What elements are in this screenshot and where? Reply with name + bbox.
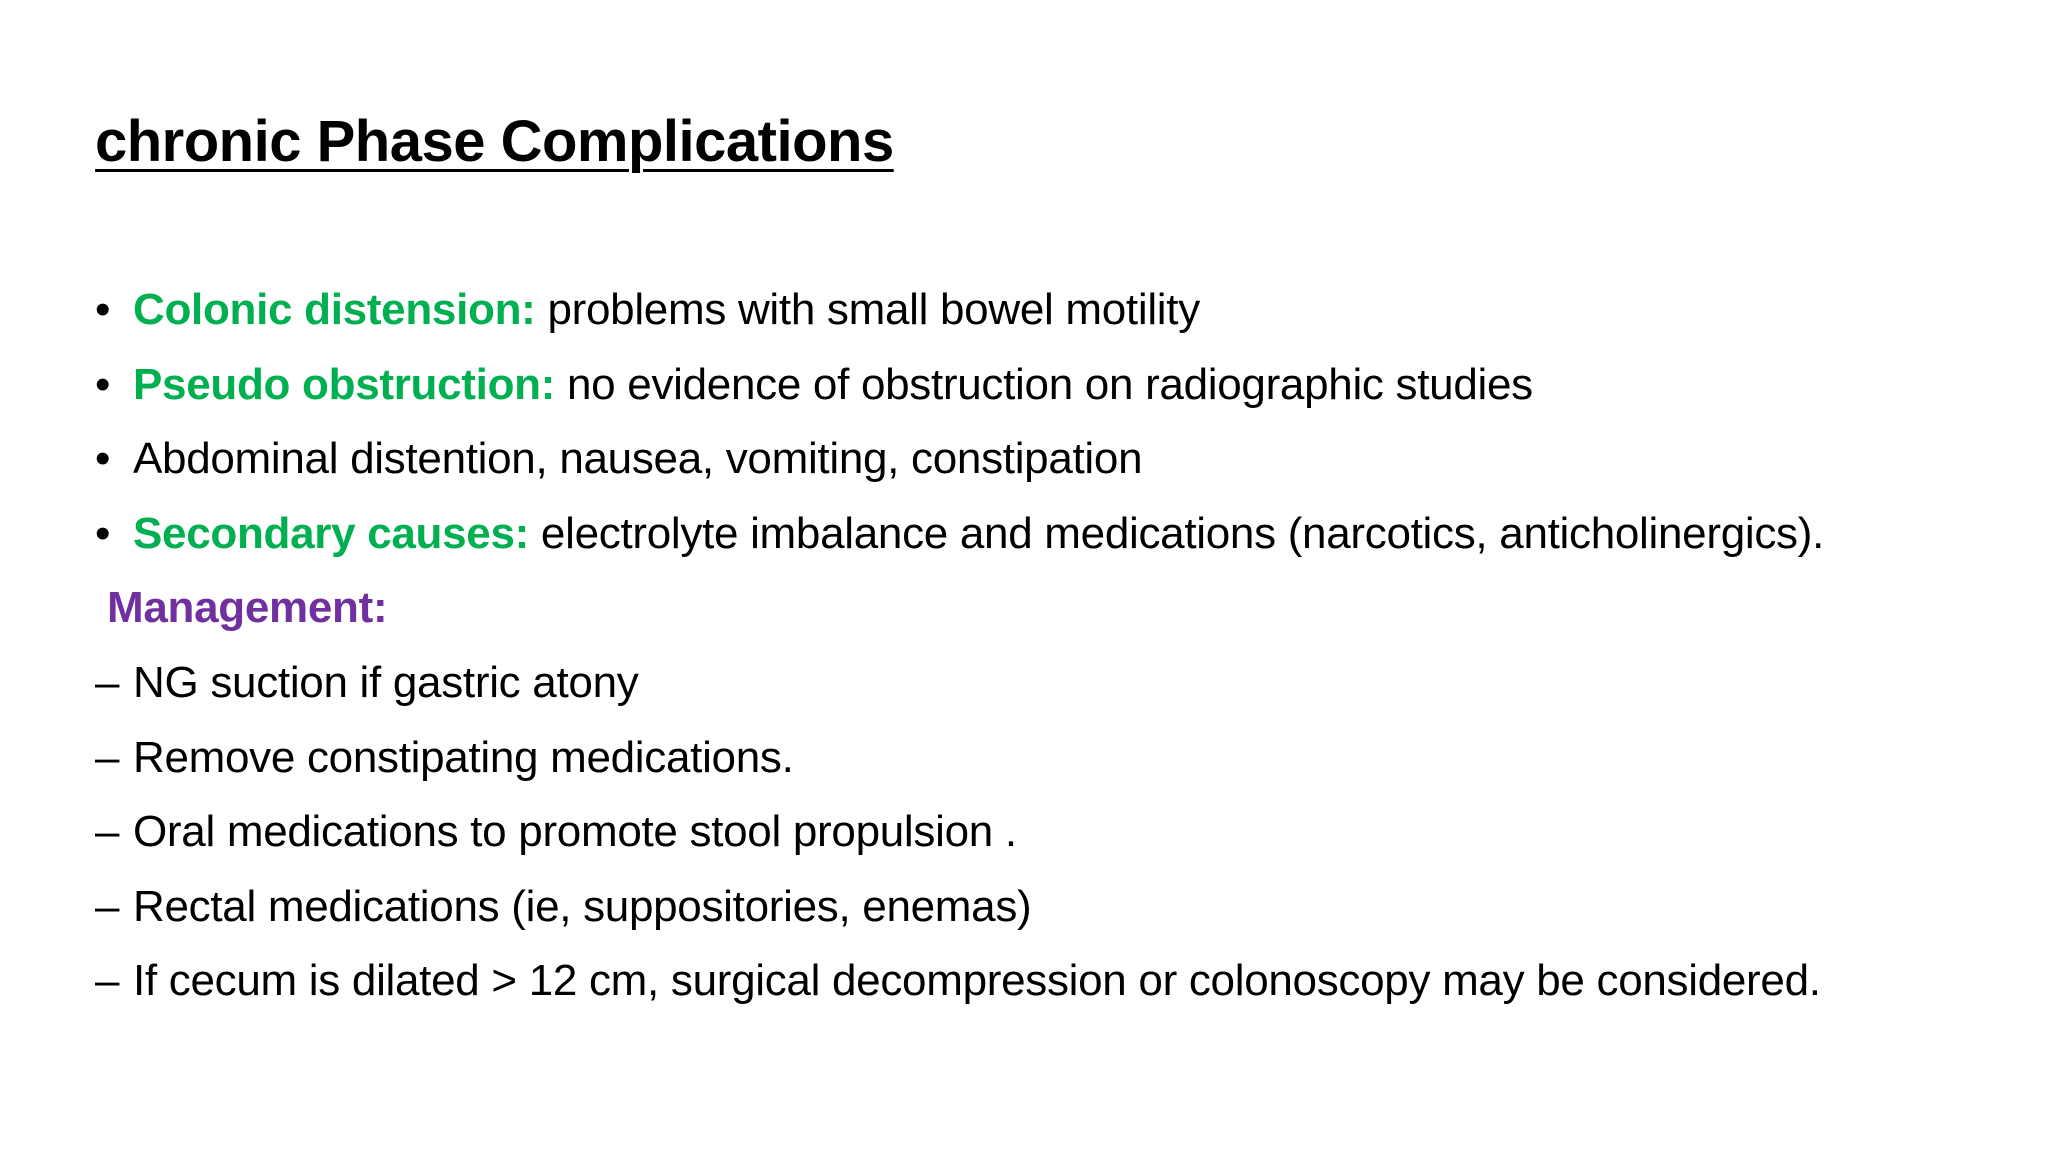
- management-item: [95, 875, 1995, 950]
- management-text: Oral medications to promote stool propulsion .: [133, 807, 1017, 857]
- bullet-item: [95, 502, 1995, 577]
- bullet-marker: •: [95, 359, 111, 409]
- bullet-marker: •: [95, 434, 111, 484]
- slide-body: [95, 278, 1995, 1024]
- bullet-label: Secondary causes:: [133, 508, 529, 558]
- bullet-marker: •: [95, 508, 111, 558]
- bullet-item: [95, 278, 1995, 353]
- management-text: Rectal medications (ie, suppositories, enemas): [133, 881, 1032, 931]
- management-item: [95, 726, 1995, 801]
- bullet-text: no evidence of obstruction on radiographic studies: [555, 359, 1533, 409]
- management-text: NG suction if gastric atony: [133, 657, 639, 707]
- management-heading: Management:: [107, 583, 388, 633]
- bullet-text: Abdominal distention, nausea, vomiting, constipation: [133, 434, 1143, 484]
- dash-marker: –: [95, 881, 120, 931]
- management-heading-line: [95, 576, 1995, 651]
- bullet-item: [95, 427, 1995, 502]
- management-item: [95, 800, 1995, 875]
- management-item: [95, 651, 1995, 726]
- slide-title: chronic Phase Complications: [95, 109, 894, 174]
- bullet-label: Pseudo obstruction:: [133, 359, 556, 409]
- management-item: [95, 949, 1995, 1024]
- bullet-text: problems with small bowel motility: [535, 285, 1200, 334]
- bullet-label: Colonic distension:: [133, 285, 536, 334]
- dash-marker: –: [95, 956, 120, 1006]
- dash-marker: –: [95, 732, 120, 782]
- management-text: Remove constipating medications.: [133, 732, 794, 782]
- dash-marker: –: [95, 657, 120, 707]
- management-text: If cecum is dilated > 12 cm, surgical decompression or colonoscopy may be considered.: [133, 956, 1821, 1006]
- bullet-text: electrolyte imbalance and medications (narcotics, anticholinergics).: [529, 508, 1825, 558]
- dash-marker: –: [95, 807, 120, 857]
- bullet-item: [95, 353, 1995, 428]
- bullet-marker: •: [95, 285, 111, 334]
